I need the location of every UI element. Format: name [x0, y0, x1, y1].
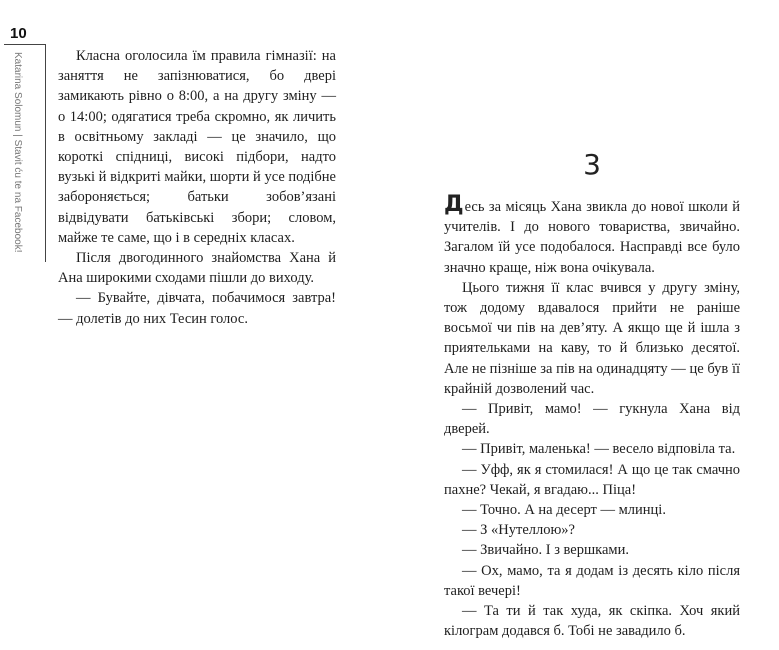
dialogue-line: — Уфф, як я стомилася! А що це так смачно пахне? Чекай, я вгадаю... Піца!: [444, 461, 740, 498]
chapter-number: 3: [583, 148, 601, 181]
dialogue-line: — Точно. А на десерт — млинці.: [462, 502, 666, 519]
dialogue-line: — З «Нутеллою»?: [462, 522, 575, 539]
chapter-opening-paragraph: [444, 192, 740, 278]
dialogue-line: — Звичайно. І з вершками.: [462, 542, 629, 559]
paragraph: Цього тижня її клас вчився у другу зміну, тож додому вдавалося прийти не раніше восьмої чи пів на дев’яту. А якщо ще й ішла з приятельками на каву, то й близько десятої. Але не пізніше за пів на одинадцяту — це був її крайній дозволений час.: [444, 279, 740, 397]
dialogue-line: — Ох, мамо, та я додам із десять кіло після такої вечері!: [444, 562, 740, 599]
drop-cap: Д: [444, 192, 464, 217]
dialogue-line: — Та ти й так худа, як скіпка. Хоч який кілограм додався б. Тобі не завадило б.: [444, 603, 740, 640]
dialogue-line: — Привіт, мамо! — гукнула Хана від дверей.: [444, 401, 740, 438]
paragraph: — Бувайте, дівчата, побачимося завтра! — долетів до них Тесин голос.: [58, 290, 336, 327]
paragraph: Після двогодинного знайомства Хана й Ана широкими сходами пішли до виходу.: [58, 250, 336, 287]
left-column: [58, 46, 336, 329]
page-number: 10: [10, 25, 27, 42]
paragraph: Класна оголосила їм правила гімназії: на заняття не запізнюватися, бо двері замикають рівно о 8:00, а на другу зміну — о 14:00; одягатися треба скромно, як личить в освітньому закладі — це значило, що короткі спідниці, високі підбори, надто вузькі й відкриті майки, шорти й усе подібне забороняється; батьки зобов’язані відвідувати батьківські збори; словом, майже те саме, що і в середніх класах.: [58, 48, 336, 246]
right-column: [444, 192, 740, 641]
side-rule: [45, 44, 46, 262]
dialogue-line: — Привіт, маленька! — весело відповіла та.: [462, 441, 736, 458]
corner-rule: [4, 44, 46, 45]
running-head: Katarina Solomun | Stavit ću te na Facebook!: [12, 52, 23, 253]
opening-text: есь за місяць Хана звикла до нової школи й учителів. І до нового товариства, звичайно. Загалом їй усе подобалося. Насправді все було значно краще, ніж вона очікувала.: [444, 199, 740, 276]
